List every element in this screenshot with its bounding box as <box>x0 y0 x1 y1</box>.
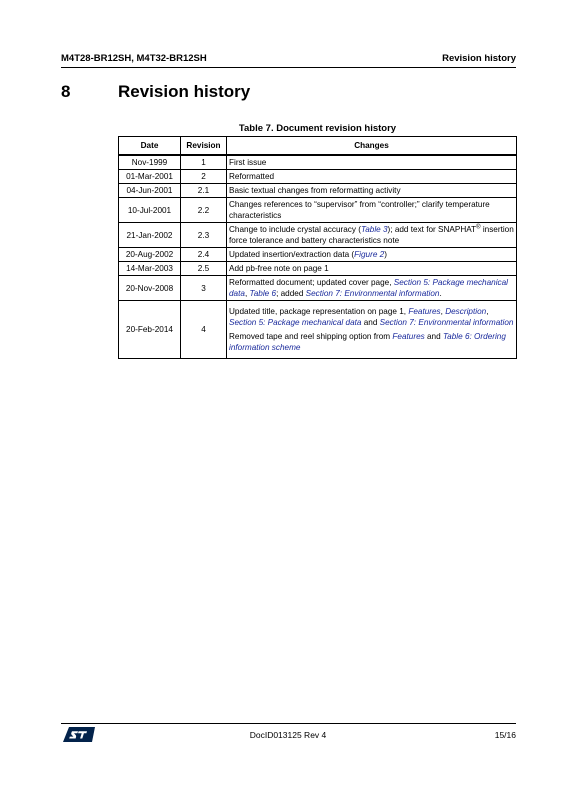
change-text: Add pb-free note on page 1 <box>229 264 329 273</box>
table-row <box>119 184 517 198</box>
cross-reference-link[interactable]: Table 6: Ordering information scheme <box>229 332 506 352</box>
cell-date: 04-Jun-2001 <box>119 184 181 198</box>
section-number: 8 <box>61 82 71 101</box>
cell-revision: 2.3 <box>181 223 227 248</box>
change-paragraph <box>229 171 514 182</box>
revision-history-table <box>118 136 517 359</box>
change-paragraph <box>229 331 514 353</box>
cell-date: 20-Feb-2014 <box>119 301 181 359</box>
cell-revision: 3 <box>181 276 227 301</box>
change-text: ; added <box>276 289 306 298</box>
registered-mark: ® <box>476 224 481 231</box>
cell-changes <box>227 184 517 198</box>
change-paragraph <box>229 185 514 196</box>
cell-revision: 2.5 <box>181 262 227 276</box>
footer-doc-id: DocID013125 Rev 4 <box>249 730 327 740</box>
change-text: . <box>439 289 442 298</box>
cell-date: 21-Jan-2002 <box>119 223 181 248</box>
header-divider <box>61 67 516 68</box>
cell-changes <box>227 248 517 262</box>
change-text: , <box>440 307 446 316</box>
header-section-name: Revision history <box>442 53 516 64</box>
table-row <box>119 198 517 223</box>
change-paragraph <box>229 224 514 246</box>
cell-revision: 2.2 <box>181 198 227 223</box>
cross-reference-link[interactable]: Figure 2 <box>354 250 385 259</box>
table-row <box>119 170 517 184</box>
table-header-row <box>119 137 517 156</box>
change-text: , <box>244 289 250 298</box>
cell-date: Nov-1999 <box>119 155 181 170</box>
change-text: ); add text for SNAPHAT <box>387 225 477 234</box>
cross-reference-link[interactable]: Section 5: Package mechanical data <box>229 278 509 298</box>
change-paragraph <box>229 249 514 260</box>
cell-revision: 1 <box>181 155 227 170</box>
cell-changes <box>227 276 517 301</box>
table-row <box>119 248 517 262</box>
cross-reference-link[interactable]: Section 7: Environmental information <box>379 318 514 327</box>
table-row <box>119 276 517 301</box>
cross-reference-link[interactable]: Section 5: Package mechanical data <box>229 318 362 327</box>
change-text: Removed tape and reel shipping option from <box>229 332 393 341</box>
cell-revision: 2 <box>181 170 227 184</box>
change-text: and <box>424 332 443 341</box>
change-text: , <box>486 307 489 316</box>
change-text: ) <box>384 250 387 259</box>
change-text: Updated insertion/extraction data ( <box>229 250 355 259</box>
footer-page-number: 15/16 <box>494 730 516 740</box>
change-paragraph <box>229 306 514 328</box>
table-body <box>119 155 517 359</box>
cell-date: 10-Jul-2001 <box>119 198 181 223</box>
header-document-title: M4T28-BR12SH, M4T32-BR12SH <box>61 53 207 64</box>
change-paragraph <box>229 277 514 299</box>
change-text: Change to include crystal accuracy ( <box>229 225 361 234</box>
cross-reference-link[interactable]: Table 3 <box>360 225 388 234</box>
column-header-date: Date <box>119 137 181 156</box>
change-text: Updated title, package representation on page 1, <box>229 307 409 316</box>
change-paragraph <box>229 157 514 168</box>
cell-date: 14-Mar-2003 <box>119 262 181 276</box>
cell-changes <box>227 262 517 276</box>
change-text: Changes references to “supervisor” from “controller;” clarify temperature characteristics <box>229 200 490 220</box>
cell-revision: 2.1 <box>181 184 227 198</box>
cell-date: 20-Nov-2008 <box>119 276 181 301</box>
change-text: insertion force tolerance and battery characteristics note <box>229 225 514 245</box>
cross-reference-link[interactable]: Section 7: Environmental information <box>305 289 440 298</box>
cross-reference-link[interactable]: Features <box>408 307 441 316</box>
column-header-changes: Changes <box>227 137 517 156</box>
table-row <box>119 155 517 170</box>
change-text: First issue <box>229 158 267 167</box>
table-row <box>119 262 517 276</box>
table-row <box>119 223 517 248</box>
column-header-revision: Revision <box>181 137 227 156</box>
change-text: and <box>361 318 380 327</box>
cell-changes <box>227 198 517 223</box>
change-text: Reformatted <box>229 172 275 181</box>
cell-date: 01-Mar-2001 <box>119 170 181 184</box>
section-title: Revision history <box>118 82 251 101</box>
cell-date: 20-Aug-2002 <box>119 248 181 262</box>
cell-changes <box>227 301 517 359</box>
cross-reference-link[interactable]: Table 6 <box>249 289 277 298</box>
table-row <box>119 301 517 359</box>
cell-revision: 4 <box>181 301 227 359</box>
change-paragraph <box>229 263 514 274</box>
change-text: Basic textual changes from reformatting activity <box>229 186 401 195</box>
cross-reference-link[interactable]: Description <box>445 307 487 316</box>
cell-revision: 2.4 <box>181 248 227 262</box>
change-text: Reformatted document; updated cover page, <box>229 278 394 287</box>
change-paragraph <box>229 199 514 221</box>
cell-changes <box>227 170 517 184</box>
footer-divider <box>61 723 516 724</box>
cell-changes <box>227 155 517 170</box>
table-caption: Table 7. Document revision history <box>238 123 397 134</box>
cross-reference-link[interactable]: Features <box>392 332 425 341</box>
cell-changes <box>227 223 517 248</box>
